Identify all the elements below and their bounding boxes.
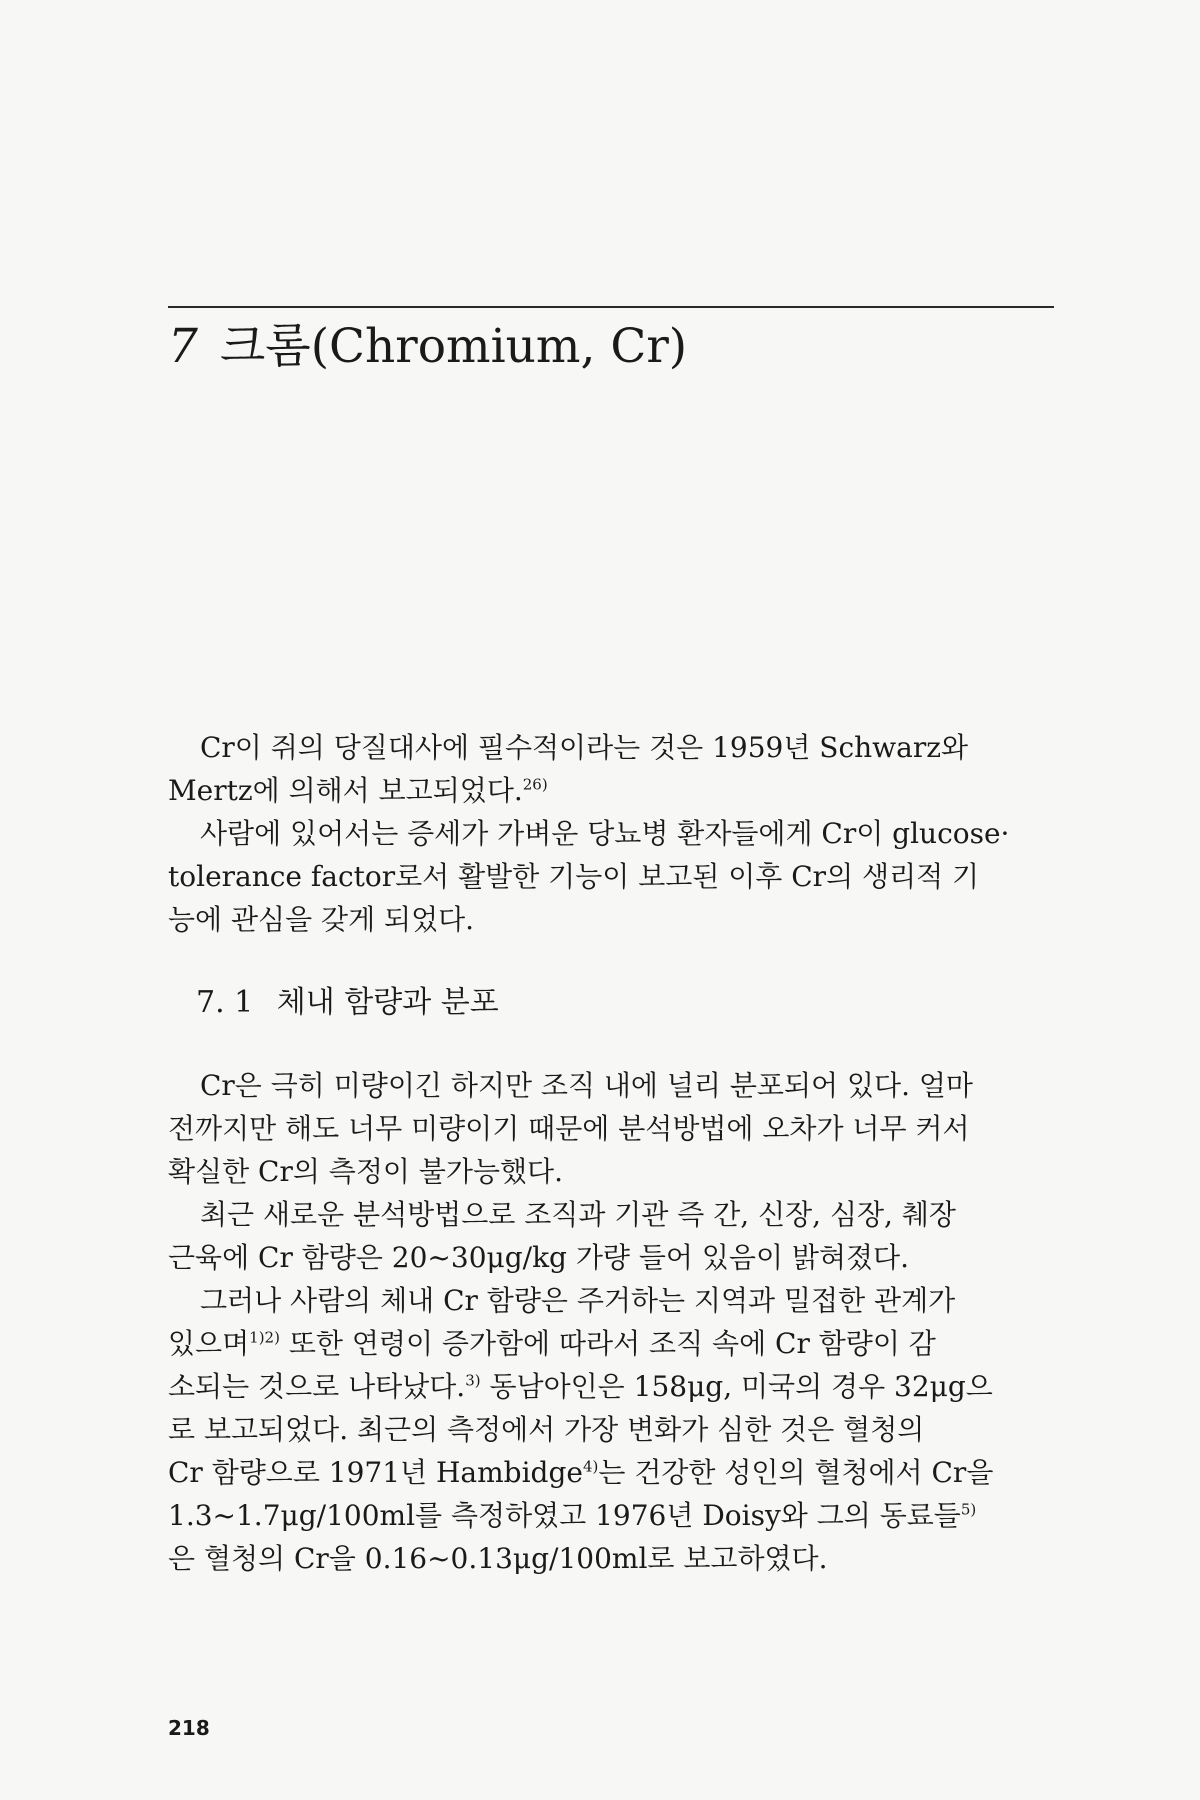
chapter-heading [168, 316, 687, 378]
text-segment: 동남아인은 158μg, 미국의 경우 32μg으 [480, 1370, 993, 1403]
text-line [168, 1322, 1060, 1365]
reference-marker: 26) [522, 775, 548, 794]
chapter-top-rule [168, 306, 1054, 308]
text-line: 최근 새로운 분석방법으로 조직과 기관 즉 간, 신장, 심장, 췌장 [200, 1198, 956, 1231]
text-segment: 1.3~1.7μg/100ml를 측정하였고 1976년 Doisy와 그의 동료들 [168, 1499, 961, 1532]
reference-marker: 3) [465, 1371, 481, 1390]
text-line: tolerance factor로서 활발한 기능이 보고된 이후 Cr의 생리적 기 [168, 860, 980, 893]
page-number: 218 [168, 1716, 210, 1740]
text-line: 그러나 사람의 체내 Cr 함량은 주거하는 지역과 밀접한 관계가 [200, 1284, 956, 1317]
paragraph-body-2 [168, 1193, 1060, 1279]
chapter-title: 크롬(Chromium, Cr) [219, 319, 688, 374]
chapter-number: 7 [168, 319, 198, 374]
text-segment: 소되는 것으로 나타났다. [168, 1370, 466, 1403]
text-line: 은 혈청의 Cr을 0.16~0.13μg/100ml로 보고하였다. [168, 1542, 828, 1575]
text-segment: 있으며 [168, 1327, 250, 1360]
text-segment: Mertz에 의해서 보고되었다. [168, 774, 523, 807]
reference-marker: 5) [960, 1500, 977, 1519]
text-segment: 는 건강한 성인의 혈청에서 Cr을 [598, 1456, 994, 1489]
reference-marker: 4) [582, 1457, 599, 1476]
text-segment: Cr 함량으로 1971년 Hambidge [168, 1456, 583, 1489]
page-body [168, 726, 1060, 1580]
text-line [168, 1494, 1060, 1537]
text-line: 능에 관심을 갖게 되었다. [168, 903, 475, 936]
paragraph-intro-2 [168, 812, 1060, 941]
text-segment: 또한 연령이 증가함에 따라서 조직 속에 Cr 함량이 감 [279, 1327, 936, 1360]
text-line: 로 보고되었다. 최근의 측정에서 가장 변화가 심한 것은 혈청의 [168, 1413, 925, 1446]
text-line [168, 1451, 1060, 1494]
paragraph-body-3 [168, 1279, 1060, 1580]
section-title: 체내 함량과 분포 [276, 985, 499, 1020]
text-line [168, 1365, 1060, 1408]
text-line: 사람에 있어서는 증세가 가벼운 당뇨병 환자들에게 Cr이 glucose· [200, 817, 1010, 850]
text-line: 근육에 Cr 함량은 20~30μg/kg 가량 들어 있음이 밝혀졌다. [168, 1241, 909, 1274]
section-heading [196, 981, 1060, 1024]
reference-marker: 1)2) [249, 1328, 280, 1347]
paragraph-body-1 [168, 1064, 1060, 1193]
text-line [168, 769, 1060, 812]
text-line: 전까지만 해도 너무 미량이기 때문에 분석방법에 오차가 너무 커서 [168, 1112, 970, 1145]
section-number: 7. 1 [196, 985, 254, 1020]
text-line: Cr이 쥐의 당질대사에 필수적이라는 것은 1959년 Schwarz와 [200, 731, 969, 764]
text-line: 확실한 Cr의 측정이 불가능했다. [168, 1155, 563, 1188]
text-line: Cr은 극히 미량이긴 하지만 조직 내에 널리 분포되어 있다. 얼마 [200, 1069, 973, 1102]
paragraph-intro-1 [168, 726, 1060, 812]
